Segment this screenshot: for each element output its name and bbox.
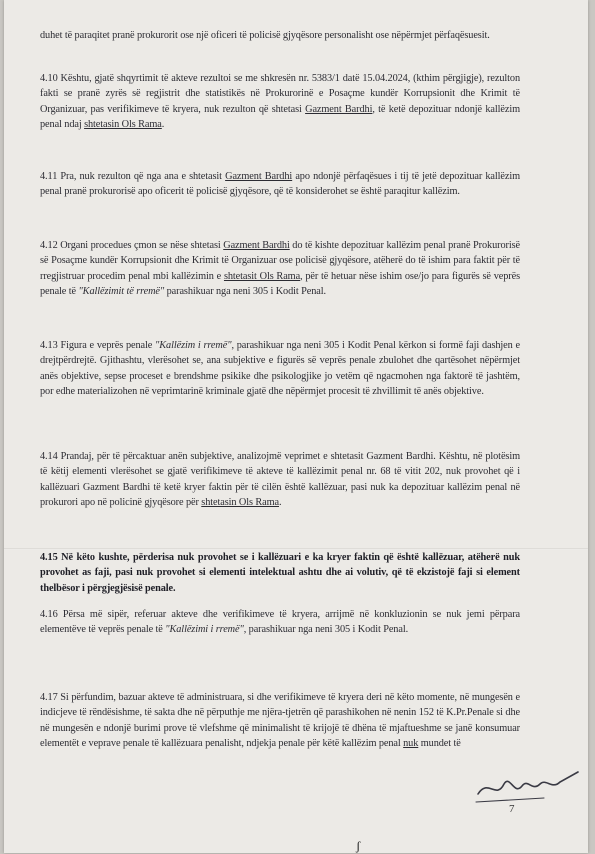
paragraph-text-run: "Kallëzimi i rremë" (165, 624, 244, 636)
paragraph-text-run: Gazment Bardhi (305, 103, 373, 115)
paragraph-text-run: , të ketë depozituar ndonjë kallëzim penal ndaj (40, 103, 520, 131)
paragraph-text-run: apo ndonjë përfaqësues i tij të jetë depozituar kallëzim penal pranë prokurorisë apo oficerit të policisë gjyqësore, që të konsiderohet se është paraqitur kallëzim. (40, 171, 520, 198)
paragraph-text-run: 4.10 Kështu, gjatë shqyrtimit të akteve rezultoi se me shkresën nr. 5383/1 datë 15.04.2024, (kthim përgjigje), rezulton fakti se pranë zyrës së regjistrit dhe statistikës në Prokurorinë e Posaçme kundër Korrupsionit dhe Krimit të Organizuar, pas verifikimeve të kryera, nuk rezulton që shtetasi (40, 73, 520, 115)
paragraph-text-run: . (279, 497, 282, 509)
paragraph-4-17 (40, 690, 520, 752)
paragraph-text-run: 4.11 Pra, nuk rezulton që nga ana e shtetasit (40, 171, 226, 182)
paragraph-text-run: Gazment Bardhi (225, 171, 293, 182)
paragraph-text-run: nuk (403, 738, 419, 750)
paragraph-text-run: 4.13 Figura e veprës penale (40, 340, 156, 351)
page-number: 7 (509, 803, 515, 815)
document-page (4, 0, 588, 853)
paragraph-4-10 (40, 71, 520, 133)
paragraph-4-11 (40, 169, 520, 200)
paragraph-4-15: 4.15 Në këto kushte, përderisa nuk provohet se i kallëzuari e ka kryer faktin që është kallëzuar, atëherë nuk provohet as faji, pasi nuk provohet si elementi intelektual ashtu dhe ai volutiv, që të ekzistojë faji si element thelbësor i përgjegjësisë penale. (40, 552, 520, 594)
paragraph-text-run: 4.14 Prandaj, për të përcaktuar anën subjektive, analizojmë veprimet e shtetasit Gazment Bardhi. Kështu, në plotësim të këtij elementi vlerësohet se gjatë verifikimeve të akteve të kallëzimit penal nr. 68 të vitit 202, nuk provohet që i kallëzuari Gazment Bardhi të ketë kryer faktin për të cilën është kallëzuar, pasi nuk ka depozituar kallëzim penal në prokurori apo në policinë gjyqësore për (40, 451, 520, 509)
paragraph-text-run: 4.17 Si përfundim, bazuar akteve të administruara, si dhe verifikimeve të kryera deri në këto momente, në mungesën e indicjeve të rëndësishme, të sakta dhe në përputhje me njëra-tjetrën që parashikohen në nenin 152 të K.Pr.Penale si dhe në mungesën e ndonjë burimi prove të vlefshme që minimalisht të krijojë të dhëna të mjaftueshme se janë konsumuar elementët e veprave penale të kallëzuara penalisht, ndjekja penale për këtë kallëzim penal (40, 692, 520, 750)
paragraph-4-12 (40, 238, 520, 300)
paragraph-text-run: shtetasin Ols Rama (84, 119, 162, 131)
bottom-ink-mark: ʃ (356, 838, 361, 853)
paragraph-text-run: , parashikuar nga neni 305 i Kodit Penal. (243, 624, 409, 636)
paragraph-text-run: "Kallëzimit të rremë" (78, 286, 165, 298)
paragraph-text-run: 4.12 Organi procedues çmon se nëse shtetasi (40, 240, 224, 251)
paragraph-text-run: mundet të (418, 738, 461, 750)
paragraph-text-run: "Kallëzim i rremë" (155, 340, 232, 351)
paragraph-text-run: do të kishte depozituar kallëzim penal pranë Prokurorisë së Posaçme kundër Korrupsionit dhe Krimit të Organizuar ose policisë gjyqësore, atëherë do të ishim para faktit për të rregjistruar procedim penal mbi kallëzimin e (40, 240, 520, 282)
paragraph-4-16 (40, 607, 520, 638)
paragraph-4-13 (40, 338, 520, 400)
paragraph-text-run: parashikuar nga neni 305 i Kodit Penal. (164, 286, 326, 298)
handwritten-signature (474, 760, 584, 810)
paragraph-text-run: shtetasit Ols Rama (223, 270, 301, 282)
paragraph-text-run: Gazment Bardhi (223, 240, 290, 251)
paragraph-text-run: , parashikuar nga neni 305 i Kodit Penal kërkon si formë faji dashjen e drejtpërdrejtë. Gjithashtu, vlerësohet se, ana subjektive e figurës së veprës penale zbulohet dhe qartësohet nëpërmjet anës objektive, sepse proceset e brendshme psikike dhe psikologjike jo vetëm që ngacmohen nga faktorë të jashtëm, por edhe materializohen në veprimtarinë kriminale gjatë dhe nëpërmjet procesit të zhvillimit të anës objektive. (40, 340, 520, 398)
paragraph-text-run: . (161, 119, 165, 131)
paragraph-text-run: shtetasin Ols Rama (201, 497, 279, 509)
paragraph-4-14 (40, 449, 520, 511)
paragraph-intro: duhet të paraqitet pranë prokurorit ose një oficeri të policisë gjyqësore personalisht ose nëpërmjet përfaqësuesit. (40, 30, 490, 41)
paragraph-text-run: , për të hetuar nëse ishim ose/jo para figurës së veprës penale të (40, 270, 520, 298)
paragraph-text-run: 4.16 Përsa më sipër, referuar akteve dhe verifikimeve të kryera, arrijmë në konkluzionin se nuk jemi përpara elementëve të veprës penale të (40, 609, 520, 636)
